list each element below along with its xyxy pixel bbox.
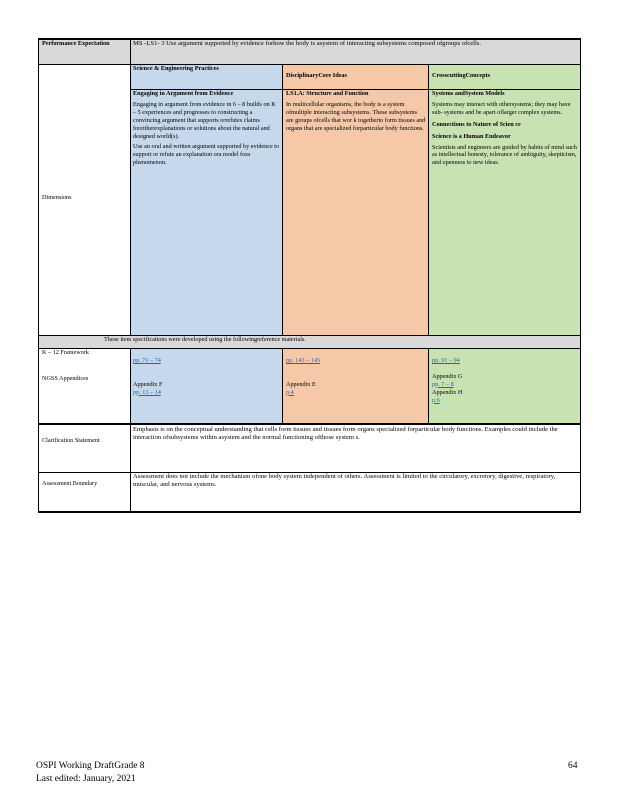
dci-header: DisciplinaryCore Ideas: [283, 64, 429, 89]
sep-framework-link[interactable]: pp. 71 – 74: [133, 357, 161, 364]
table-line-right: [580, 38, 581, 513]
ccc-appendix-h-link[interactable]: p.6: [432, 396, 440, 404]
sep-references: [130, 348, 283, 423]
dci-framework-link[interactable]: pp. 143 – 145: [286, 357, 321, 364]
k12-framework-label: K – 12 Framework: [42, 349, 89, 356]
assessment-label: Assessment Boundary: [42, 480, 98, 487]
sep-bullet: Use an oral and written argument supported by evidence to support or refute an explanation ora model fora phenomenon.: [133, 143, 280, 167]
page-number: 64: [568, 761, 578, 771]
sep-appendix: Appendix F: [133, 380, 163, 388]
table-line-ref: [38, 348, 581, 349]
ngss-appendices-label: NGSS Appendices: [42, 374, 89, 382]
table-line-left: [38, 38, 39, 513]
ccc-bullet-systems: Systems may interact with othersystems; they may have sub- systems and be apart oflarger complex systems.: [432, 100, 571, 116]
ccc-framework-link[interactable]: pp. 91 – 94: [432, 357, 460, 364]
ccc-title-connections: Connections to Nature of Scien ce: [432, 120, 521, 128]
reference-note: These item specifications were developed using the followingreference materials.: [39, 335, 580, 348]
table-line-refs-bottom: [38, 423, 581, 425]
ccc-appendix-g-link[interactable]: pp. 7 – 8: [432, 380, 454, 388]
table-line-label-col: [130, 38, 131, 335]
ccc-title-systems: Systems andSystem Models: [432, 90, 505, 97]
ccc-title-human: Science is a Human Endeavor: [432, 132, 511, 140]
footer-draft: OSPI Working DraftGrade 8: [36, 761, 145, 771]
sep-title: Engaging in Argument from Evidence: [133, 90, 234, 97]
table-line-dims: [38, 335, 581, 336]
table-line-pe: [38, 64, 581, 65]
sep-header: Science & Engineering Practices: [130, 64, 283, 89]
table-line-top: [38, 38, 581, 40]
dci-appendix: Appendix E: [286, 380, 316, 388]
table-line-label-col-2: [130, 348, 131, 513]
table-line-header: [130, 89, 580, 90]
sep-body: Engaging in argument from evidence in 6 – 8 builds on K – 5 experiences and progresses to constructing a convincing argument that supports orrefutes claims foreitherexplanations or solutions about the natural and designed world(s).: [133, 100, 276, 140]
framework-appendix-labels: [39, 348, 130, 423]
clarification-text: Emphasis is on the conceptual understanding that cells form tissues and tissues form organs specialized forparticular body functions. Examples could include the interaction ofsubsystems within asystem and the normal functioning ofthose system s.: [133, 426, 558, 441]
table-line-dci-ccc-2: [428, 348, 429, 423]
assessment-text: Assessment does not include the mechanism ofone body system independent of others. Assessment is limited to the circulatory, excretory, digestive, respiratory, muscular, and nervous systems.: [133, 473, 556, 488]
table-line-sep-dci-2: [282, 348, 283, 423]
ccc-bullet-human: Scientists and engineers are guided by habits of mind such as intellectual honesty, tolerance of ambiguity, skepticism, and openness to new ideas.: [432, 143, 577, 167]
dci-title: LS1.A: Structure and Function: [286, 90, 369, 97]
dci-content: [283, 89, 429, 335]
table-line-dci-ccc: [428, 64, 429, 335]
ccc-header: CrosscuttingConcepts: [429, 64, 580, 89]
ccc-references: [429, 348, 580, 423]
pe-text: MS -LS1- 3 Use argument supported by evidence forhow the body is asystem of interacting subsystems composed ofgroups ofcells.: [130, 39, 580, 64]
table-line-clar: [38, 472, 581, 473]
table-line-sep-dci: [282, 64, 283, 335]
dci-appendix-link[interactable]: p.4: [286, 388, 294, 396]
ccc-appendix-h: Appendix H: [432, 388, 463, 396]
ccc-content: [429, 89, 580, 335]
dci-references: [283, 348, 429, 423]
dimensions-label: Dimensions: [42, 194, 72, 201]
table-line-bottom: [38, 511, 581, 513]
footer-edited: Last edited: January, 2021: [36, 774, 136, 784]
sep-appendix-link[interactable]: pp. 13 – 14: [133, 388, 161, 396]
clarification-label: Clarification Statement: [42, 437, 100, 444]
sep-content: [130, 89, 283, 335]
pe-label: Performance Expectation: [39, 39, 130, 64]
dci-bullet: In multicellular organisms, the body is a system ofmultiple interacting subsystems. These subsystems are groups ofcells that wor k togetherto form tissues and organs that are specialized forparticular body functions.: [286, 100, 426, 132]
ccc-appendix-g: Appendix G: [432, 372, 463, 380]
